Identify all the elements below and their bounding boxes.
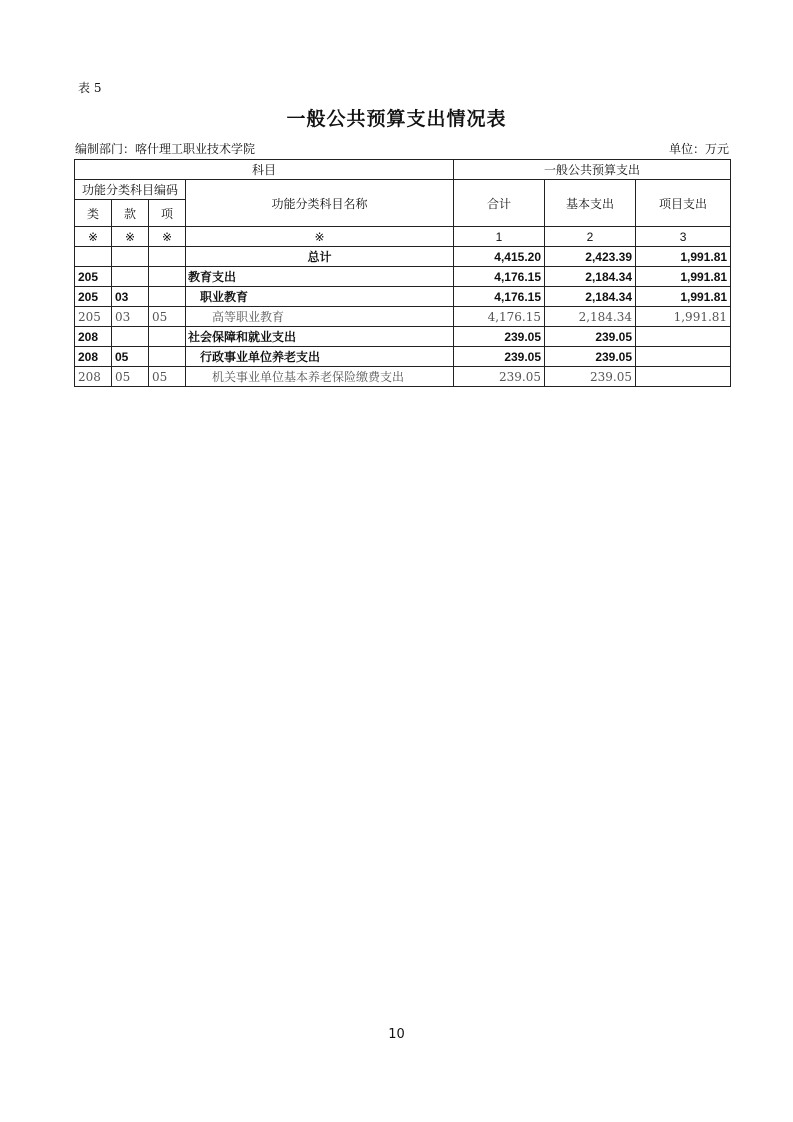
header-kuan: 款 [112, 200, 149, 227]
cell-basic: 2,184.34 [545, 307, 636, 327]
col-number-2: 2 [545, 227, 636, 247]
total-label: 总计 [186, 247, 454, 267]
table-row [75, 267, 731, 287]
cell-kuan: 03 [112, 287, 149, 307]
cell-xiang [149, 267, 186, 287]
cell-xiang [149, 287, 186, 307]
page-title: 一般公共预算支出情况表 [286, 108, 507, 130]
cell-name: 机关事业单位基本养老保险缴费支出 [186, 367, 454, 387]
header-code-group: 功能分类科目编码 [75, 180, 186, 200]
total-row [75, 247, 731, 267]
cell-kuan [112, 327, 149, 347]
cell-xiang [149, 347, 186, 367]
mark-xiang: ※ [149, 227, 186, 247]
unit-label: 单位：万元 [668, 142, 729, 156]
cell-lei: 205 [75, 267, 112, 287]
header-name-col: 功能分类科目名称 [186, 180, 454, 227]
mark-kuan: ※ [112, 227, 149, 247]
cell-xiang [149, 327, 186, 347]
total-amount: 4,415.20 [454, 247, 545, 267]
total-kuan [112, 247, 149, 267]
header-row-1 [75, 160, 731, 180]
cell-basic: 2,184.34 [545, 267, 636, 287]
cell-project [636, 367, 731, 387]
cell-project: 1,991.81 [636, 307, 731, 327]
cell-lei: 205 [75, 287, 112, 307]
cell-basic: 239.05 [545, 347, 636, 367]
table-row [75, 327, 731, 347]
header-subject: 科目 [75, 160, 454, 180]
cell-xiang: 05 [149, 367, 186, 387]
cell-name: 行政事业单位养老支出 [186, 347, 454, 367]
col-number-3: 3 [636, 227, 731, 247]
table-row [75, 367, 731, 387]
cell-project: 1,991.81 [636, 267, 731, 287]
cell-name: 高等职业教育 [186, 307, 454, 327]
page-number: 10 [388, 1027, 405, 1042]
cell-project: 1,991.81 [636, 287, 731, 307]
cell-name: 职业教育 [186, 287, 454, 307]
cell-kuan: 05 [112, 347, 149, 367]
cell-name: 教育支出 [186, 267, 454, 287]
cell-basic: 239.05 [545, 327, 636, 347]
table-row [75, 287, 731, 307]
total-xiang [149, 247, 186, 267]
cell-total: 239.05 [454, 327, 545, 347]
budget-table [74, 159, 731, 387]
cell-project [636, 327, 731, 347]
cell-kuan: 05 [112, 367, 149, 387]
total-lei [75, 247, 112, 267]
cell-total: 239.05 [454, 347, 545, 367]
cell-kuan: 03 [112, 307, 149, 327]
cell-total: 4,176.15 [454, 287, 545, 307]
header-budget-group: 一般公共预算支出 [454, 160, 731, 180]
cell-lei: 208 [75, 327, 112, 347]
col-number-1: 1 [454, 227, 545, 247]
cell-name: 社会保障和就业支出 [186, 327, 454, 347]
cell-lei: 208 [75, 347, 112, 367]
total-project: 1,991.81 [636, 247, 731, 267]
header-lei: 类 [75, 200, 112, 227]
header-xiang: 项 [149, 200, 186, 227]
cell-project [636, 347, 731, 367]
department-label: 编制部门：喀什理工职业技术学院 [75, 142, 256, 156]
header-basic-col: 基本支出 [545, 180, 636, 227]
cell-basic: 239.05 [545, 367, 636, 387]
header-row-4 [75, 227, 731, 247]
cell-total: 239.05 [454, 367, 545, 387]
mark-name: ※ [186, 227, 454, 247]
total-basic: 2,423.39 [545, 247, 636, 267]
cell-kuan [112, 267, 149, 287]
cell-total: 4,176.15 [454, 267, 545, 287]
table-row [75, 307, 731, 327]
cell-lei: 205 [75, 307, 112, 327]
cell-lei: 208 [75, 367, 112, 387]
mark-lei: ※ [75, 227, 112, 247]
cell-xiang: 05 [149, 307, 186, 327]
header-row-2 [75, 180, 731, 200]
table-label: 表 5 [78, 81, 102, 95]
cell-total: 4,176.15 [454, 307, 545, 327]
header-project-col: 项目支出 [636, 180, 731, 227]
cell-basic: 2,184.34 [545, 287, 636, 307]
header-total-col: 合计 [454, 180, 545, 227]
table-row [75, 347, 731, 367]
